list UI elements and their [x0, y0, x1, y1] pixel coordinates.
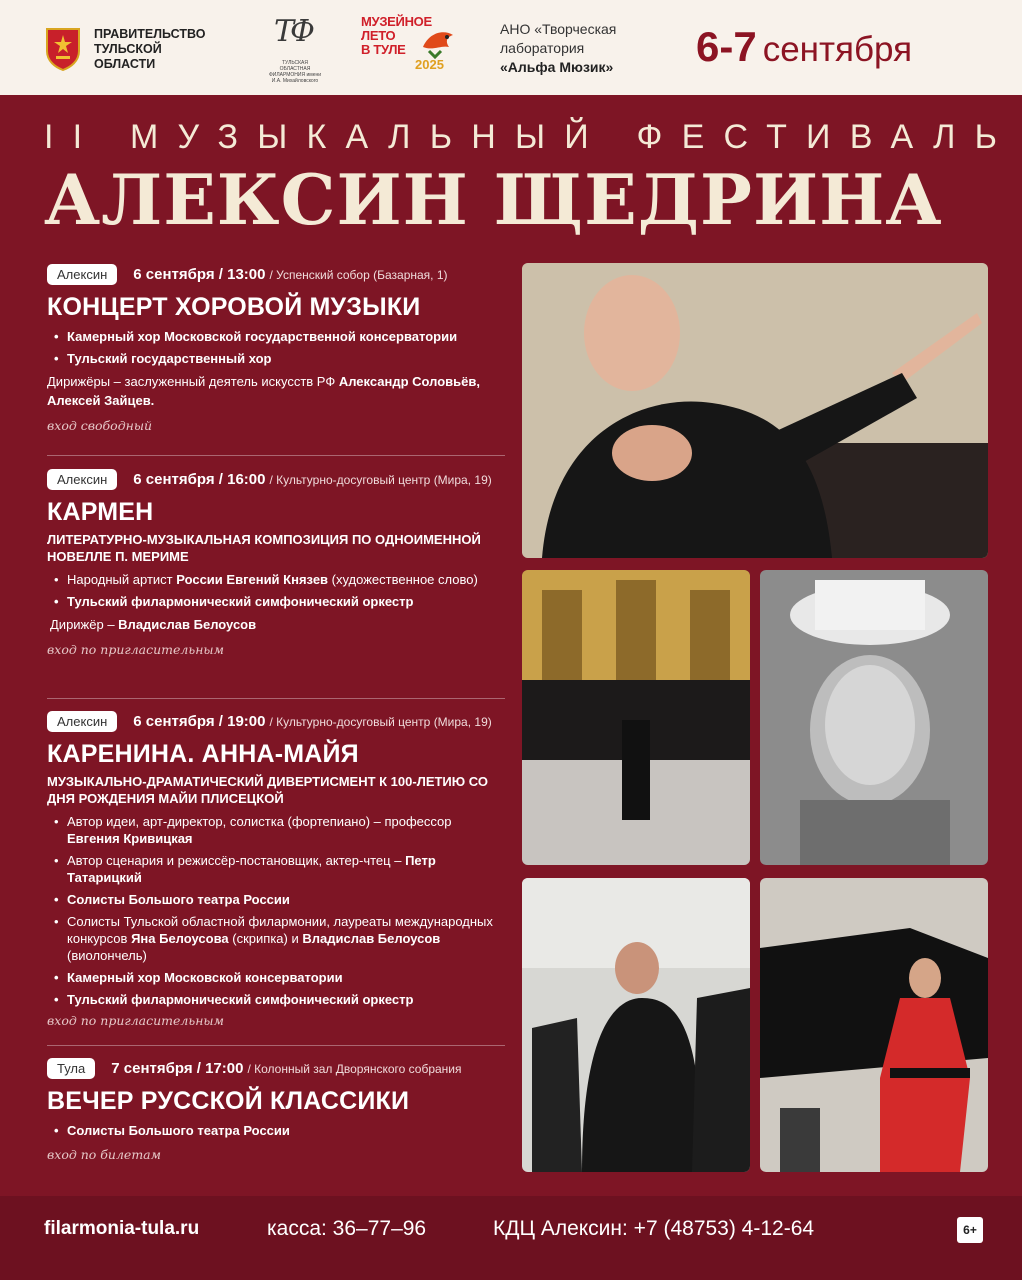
event-meta — [47, 711, 507, 732]
divider — [47, 1045, 505, 1046]
event-title: КАРЕНИНА. АННА-МАЙЯ — [47, 740, 359, 768]
event-title: ВЕЧЕР РУССКОЙ КЛАССИКИ — [47, 1087, 410, 1115]
event-meta — [47, 469, 507, 490]
item-bold: Яна Белоусова — [131, 931, 229, 946]
item-text: (виолончель) — [67, 948, 147, 963]
age-rating-badge: 6+ — [957, 1217, 983, 1243]
museum-line: МУЗЕЙНОЕ — [361, 14, 432, 29]
philharmonic-caption: ТУЛЬСКАЯ ОБЛАСТНАЯ ФИЛАРМОНИЯ имени И.А. Михайловского — [268, 60, 322, 84]
city-badge: Алексин — [47, 264, 117, 285]
government-label — [94, 27, 205, 72]
item-text: Народный артист — [67, 572, 177, 587]
divider — [47, 455, 505, 456]
item-bold: Петр Татарицкий — [67, 853, 436, 885]
museum-year: 2025 — [415, 57, 444, 72]
event-title: КАРМЕН — [47, 498, 154, 526]
ano-label — [500, 20, 616, 77]
item-text: (художественное слово) — [328, 572, 478, 587]
event-meta — [47, 1058, 507, 1079]
museum-line: В ТУЛЕ — [361, 42, 406, 57]
actress-portrait-photo — [760, 570, 988, 865]
city-badge: Тула — [47, 1058, 95, 1079]
festival-title: АЛЕКСИН ЩЕДРИНА — [44, 160, 943, 241]
philharmonic-monogram: ТФ — [274, 14, 311, 49]
museum-line: ЛЕТО — [361, 28, 396, 43]
festival-dates — [696, 22, 912, 75]
orchestra-photo — [522, 878, 750, 1172]
event-title: КОНЦЕРТ ХОРОВОЙ МУЗЫКИ — [47, 293, 421, 321]
item-text: Солисты Тульской областной филармонии, лауреаты международных конкурсов — [67, 914, 493, 946]
gov-line: ПРАВИТЕЛЬСТВО — [94, 27, 206, 41]
event-datetime: 6 сентября / 16:00 — [133, 471, 266, 488]
event-subtitle: ЛИТЕРАТУРНО-МУЗЫКАЛЬНАЯ КОМПОЗИЦИЯ ПО ОДНОИМЕННОЙ НОВЕЛЛЕ П. МЕРИМЕ — [47, 532, 481, 564]
philharmonic-logo — [268, 14, 322, 84]
bird-icon — [419, 25, 459, 59]
list-item — [47, 913, 507, 964]
list-item — [47, 813, 507, 847]
ano-line: АНО «Творческая — [500, 21, 617, 37]
list-item: • Солисты Большого театра России — [47, 1122, 507, 1139]
footer-bar — [0, 1196, 1022, 1280]
conductors — [47, 372, 507, 410]
festival-subtitle: II МУЗЫКАЛЬНЫЙ ФЕСТИВАЛЬ — [44, 118, 1017, 156]
item-bold: Евгения Кривицкая — [67, 831, 193, 846]
header-bar — [0, 0, 1022, 95]
event-venue: / Успенский собор (Базарная, 1) — [269, 268, 448, 282]
conductors-prefix: Дирижёры – заслуженный деятель искусств РФ — [47, 374, 339, 389]
city-badge: Алексин — [47, 469, 117, 490]
conductor-name: Владислав Белоусов — [118, 617, 257, 632]
museum-summer-logo — [361, 15, 461, 75]
list-item — [47, 852, 507, 886]
item-bold: России Евгений Князев — [176, 572, 329, 587]
item-text: Автор сценария и режиссёр-постановщик, актер-чтец – — [67, 853, 406, 868]
event-datetime: 7 сентября / 17:00 — [111, 1060, 244, 1077]
dates-month: сентября — [762, 30, 913, 69]
list-item: • Тульский государственный хор — [47, 350, 507, 367]
entry-note: вход по билетам — [47, 1147, 162, 1162]
event-venue: / Культурно-досуговый центр (Мира, 19) — [269, 715, 492, 729]
list-item — [47, 571, 507, 588]
entry-note: вход по пригласительным — [47, 1013, 224, 1028]
ano-name: «Альфа Мюзик» — [500, 59, 614, 75]
entry-note: вход свободный — [47, 418, 153, 433]
box-office-phone[interactable]: касса: 36–77–96 — [267, 1217, 427, 1240]
website-link[interactable]: filarmonia-tula.ru — [44, 1218, 200, 1239]
performers-list — [47, 1122, 507, 1139]
event-venue: / Колонный зал Дворянского собрания — [247, 1062, 462, 1076]
event-datetime: 6 сентября / 13:00 — [133, 266, 266, 283]
ano-line: лаборатория — [500, 40, 585, 56]
list-item: • Камерный хор Московской консерватории — [47, 969, 507, 986]
list-item: • Тульский филармонический симфонический оркестр — [47, 991, 507, 1008]
item-text: (скрипка) и — [228, 931, 303, 946]
conductors-names: Александр Соловьёв, Алексей Зайцев. — [47, 374, 480, 408]
city-badge: Алексин — [47, 711, 117, 732]
performers-list — [47, 328, 507, 367]
gov-line: ОБЛАСТИ — [94, 57, 156, 71]
divider — [47, 698, 505, 699]
item-bold: Владислав Белоусов — [302, 931, 441, 946]
list-item: • Камерный хор Московской государственной консерватории — [47, 328, 507, 345]
event-choral-concert — [47, 264, 507, 433]
singer-in-red-dress-photo — [760, 878, 988, 1172]
list-item: • Тульский филармонический симфонический оркестр — [47, 593, 507, 610]
event-meta — [47, 264, 507, 285]
kdc-phone[interactable]: КДЦ Алексин: +7 (48753) 4-12-64 — [493, 1217, 815, 1240]
tula-coat-of-arms-icon — [44, 25, 82, 71]
performers-list — [47, 813, 507, 1008]
event-russian-classics — [47, 1058, 507, 1162]
item-text: Автор идеи, арт-директор, солистка (фортепиано) – профессор — [67, 814, 452, 829]
entry-note: вход по пригласительным — [47, 642, 224, 657]
event-datetime: 6 сентября / 19:00 — [133, 713, 266, 730]
event-subtitle: МУЗЫКАЛЬНО-ДРАМАТИЧЕСКИЙ ДИВЕРТИСМЕНТ К 100-ЛЕТИЮ СО ДНЯ РОЖДЕНИЯ МАЙИ ПЛИСЕЦКОЙ — [47, 774, 488, 806]
dates-number: 6-7 — [696, 23, 757, 70]
event-venue: / Культурно-досуговый центр (Мира, 19) — [269, 473, 492, 487]
event-carmen — [47, 469, 507, 657]
conductor — [47, 615, 507, 634]
performers-list — [47, 571, 507, 610]
choir-in-church-photo — [522, 570, 750, 865]
conductor-photo — [522, 263, 988, 558]
ano-line — [500, 58, 616, 77]
list-item: • Солисты Большого театра России — [47, 891, 507, 908]
event-karenina — [47, 711, 507, 1028]
conductor-prefix: Дирижёр – — [50, 617, 119, 632]
gov-line: ТУЛЬСКОЙ — [94, 42, 162, 56]
